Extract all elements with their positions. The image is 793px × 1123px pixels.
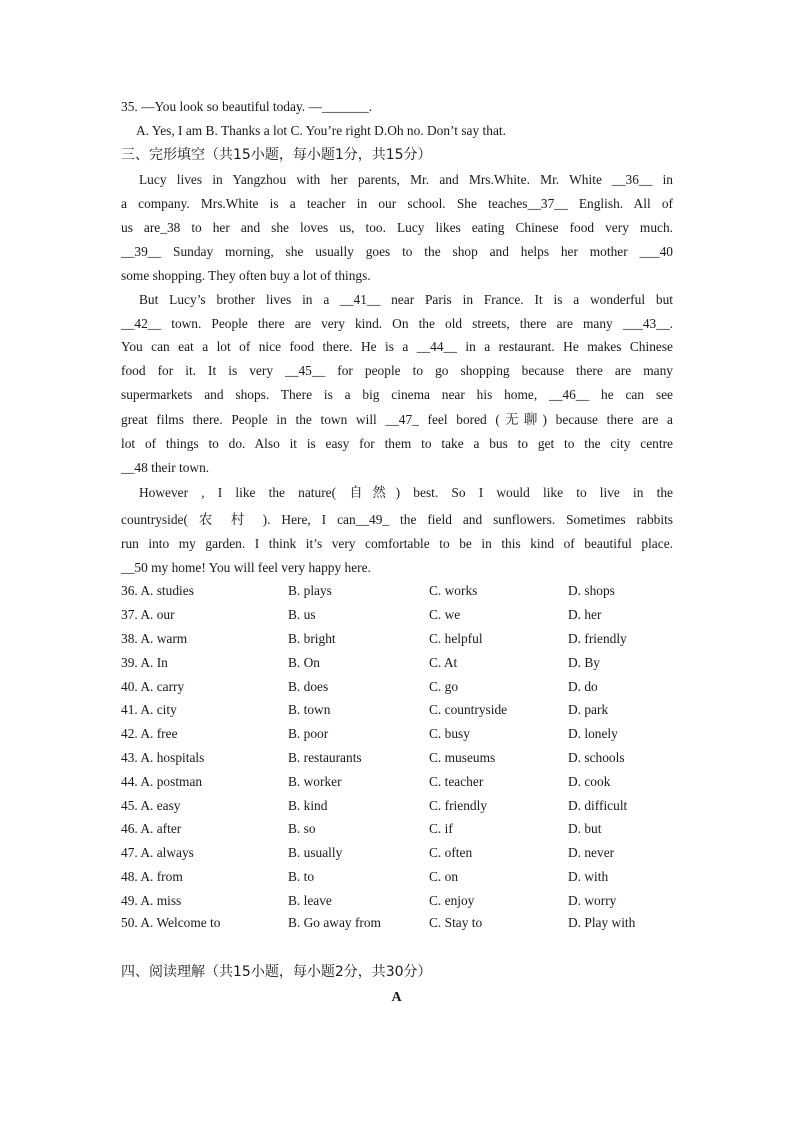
- option-row: [121, 868, 681, 886]
- option-b: B. poor: [288, 726, 329, 741]
- passage-line: us are_38 to her and she loves us, too. Lucy likes eating Chinese food very much.: [121, 220, 673, 235]
- option-a: 45. A. easy: [121, 798, 181, 813]
- option-a: 41. A. city: [121, 702, 177, 717]
- option-d: D. never: [568, 845, 615, 860]
- option-row: [121, 725, 681, 743]
- option-c: C. we: [429, 607, 461, 622]
- option-c: C. teacher: [429, 774, 484, 789]
- option-c: C. if: [429, 821, 453, 836]
- option-b: B. so: [288, 821, 316, 836]
- option-c: C. museums: [429, 750, 496, 765]
- option-c: C. works: [429, 583, 478, 598]
- option-d: D. lonely: [568, 726, 618, 741]
- option-d: D. By: [568, 655, 600, 670]
- option-d: D. schools: [568, 750, 625, 765]
- option-a: 36. A. studies: [121, 583, 194, 598]
- option-a: 44. A. postman: [121, 774, 203, 789]
- option-b: B. worker: [288, 774, 342, 789]
- option-d: D. her: [568, 607, 602, 622]
- option-d: D. park: [568, 702, 609, 717]
- option-d: D. with: [568, 869, 609, 884]
- option-a: 49. A. miss: [121, 893, 182, 908]
- option-a: 42. A. free: [121, 726, 178, 741]
- option-c: C. countryside: [429, 702, 508, 717]
- option-d: D. difficult: [568, 798, 628, 813]
- passage-line: You can eat a lot of nice food there. He is a __44__ in a restaurant. He makes Chinese: [121, 339, 673, 354]
- option-b: B. town: [288, 702, 331, 717]
- option-b: B. Go away from: [288, 915, 381, 930]
- option-b: B. On: [288, 655, 320, 670]
- option-row: [121, 914, 681, 932]
- option-a: 38. A. warm: [121, 631, 188, 646]
- option-b: B. bright: [288, 631, 336, 646]
- option-b: B. restaurants: [288, 750, 362, 765]
- option-a: 47. A. always: [121, 845, 194, 860]
- option-b: B. plays: [288, 583, 332, 598]
- option-row: [121, 606, 681, 624]
- option-a: 37. A. our: [121, 607, 175, 622]
- option-row: [121, 844, 681, 862]
- passage-line: However , I like the nature( 自然) best. So I would like to live in the: [139, 485, 673, 500]
- passage-line: lot of things to do. Also it is easy for them to take a bus to get to the city centre: [121, 436, 673, 451]
- option-c: C. enjoy: [429, 893, 475, 908]
- option-row: [121, 582, 681, 600]
- passage-line: __42__ town. People there are very kind. On the old streets, there are many ___43__.: [121, 316, 673, 331]
- option-row: [121, 892, 681, 910]
- passage-line: __50 my home! You will feel very happy here.: [121, 560, 371, 575]
- passage-line: supermarkets and shops. There is a big cinema near his home, __46__ he can see: [121, 387, 673, 402]
- option-c: C. on: [429, 869, 459, 884]
- passage-line: __39__ Sunday morning, she usually goes to the shop and helps her mother ___40: [121, 244, 673, 259]
- passage-line: a company. Mrs.White is a teacher in our school. She teaches__37__ English. All of: [121, 196, 673, 211]
- passage-line: some shopping. They often buy a lot of things.: [121, 268, 371, 283]
- passage-line: countryside( 农 村 ). Here, I can__49_ the field and sunflowers. Sometimes rabbits: [121, 512, 673, 527]
- passage-line: great films there. People in the town will __47_ feel bored (无聊) because there are a: [121, 412, 673, 427]
- option-row: [121, 797, 681, 815]
- option-d: D. cook: [568, 774, 611, 789]
- option-b: B. does: [288, 679, 329, 694]
- option-c: C. often: [429, 845, 473, 860]
- option-b: B. usually: [288, 845, 343, 860]
- passage-line: __48 their town.: [121, 460, 210, 475]
- option-b: B. leave: [288, 893, 332, 908]
- passage-line: run into my garden. I think it’s very comfortable to be in this kind of beautiful place.: [121, 536, 673, 551]
- section-3-heading: 三、完形填空（共15小题，每小题1分，共15分）: [121, 147, 432, 163]
- option-d: D. do: [568, 679, 598, 694]
- option-a: 40. A. carry: [121, 679, 185, 694]
- option-c: C. Stay to: [429, 915, 483, 930]
- option-a: 46. A. after: [121, 821, 182, 836]
- option-d: D. friendly: [568, 631, 627, 646]
- option-d: D. worry: [568, 893, 617, 908]
- option-a: 50. A. Welcome to: [121, 915, 221, 930]
- passage-line: Lucy lives in Yangzhou with her parents, Mr. and Mrs.White. Mr. White __36__ in: [139, 172, 673, 187]
- option-b: B. us: [288, 607, 316, 622]
- question-35-stem: 35. —You look so beautiful today. —_______.: [121, 99, 373, 114]
- option-d: D. but: [568, 821, 602, 836]
- option-row: [121, 630, 681, 648]
- option-a: 48. A. from: [121, 869, 183, 884]
- option-c: C. friendly: [429, 798, 488, 813]
- option-c: C. busy: [429, 726, 470, 741]
- option-row: [121, 749, 681, 767]
- option-row: [121, 773, 681, 791]
- option-b: B. to: [288, 869, 315, 884]
- question-35-options: A. Yes, I am B. Thanks a lot C. You’re right D.Oh no. Don’t say that.: [136, 123, 506, 138]
- passage-line: But Lucy’s brother lives in a __41__ near Paris in France. It is a wonderful but: [139, 292, 673, 307]
- option-a: 39. A. In: [121, 655, 168, 670]
- passage-line: food for it. It is very __45__ for people to go shopping because there are many: [121, 363, 673, 378]
- section-4-heading: 四、阅读理解（共15小题，每小题2分，共30分）: [121, 964, 432, 980]
- option-row: [121, 678, 681, 696]
- option-row: [121, 654, 681, 672]
- option-row: [121, 820, 681, 838]
- reading-part-label: A: [391, 990, 402, 1005]
- option-c: C. go: [429, 679, 459, 694]
- option-d: D. shops: [568, 583, 615, 598]
- option-a: 43. A. hospitals: [121, 750, 205, 765]
- option-c: C. helpful: [429, 631, 483, 646]
- option-row: [121, 701, 681, 719]
- option-d: D. Play with: [568, 915, 636, 930]
- option-b: B. kind: [288, 798, 328, 813]
- option-c: C. At: [429, 655, 458, 670]
